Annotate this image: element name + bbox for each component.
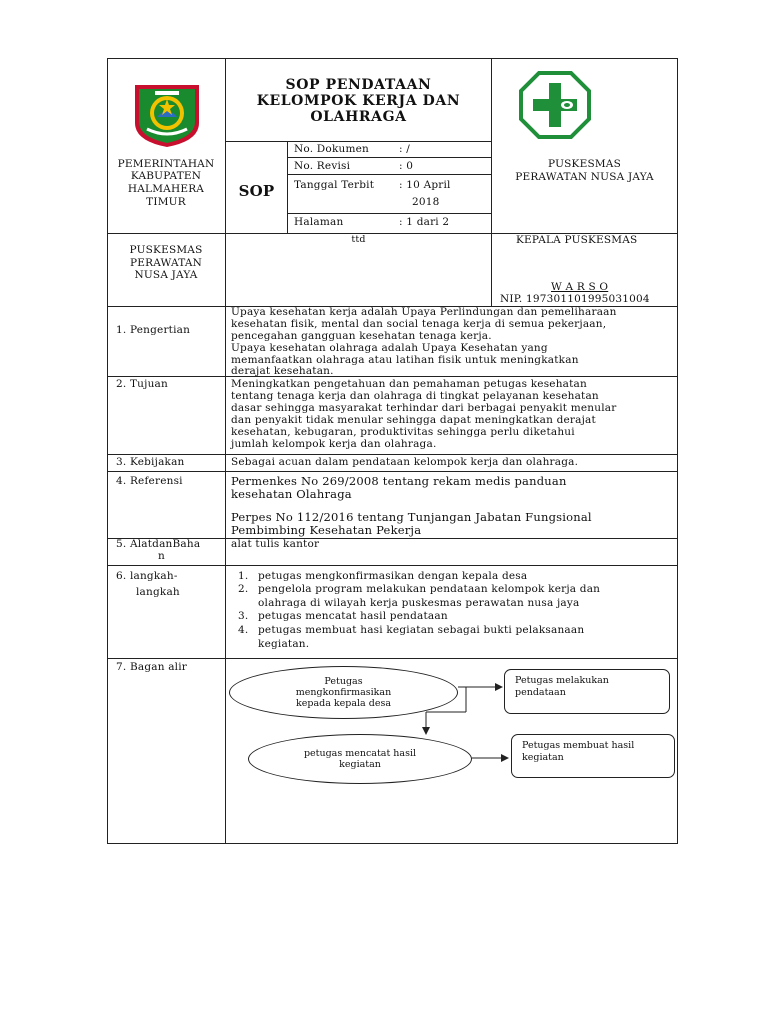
meta-value-tanggal-terbit-year: 2018 bbox=[412, 196, 440, 208]
pengertian-line: Upaya kesehatan kerja adalah Upaya Perlindungan dan pemeliharaan bbox=[231, 306, 617, 318]
org-right-line: PUSKESMAS bbox=[548, 158, 621, 170]
signature-left-line: PUSKESMAS bbox=[129, 244, 203, 256]
langkah-item-text: kegiatan. bbox=[258, 638, 310, 650]
section-label-bagan: 7. Bagan alir bbox=[116, 661, 188, 673]
sop-label: SOP bbox=[238, 182, 275, 200]
langkah-item-text: petugas membuat hasi kegiatan sebagai bukti pelaksanaan bbox=[258, 624, 585, 636]
signature-left-line: NUSA JAYA bbox=[134, 269, 198, 281]
flow-node-mencatat: petugas mencatat hasil kegiatan bbox=[248, 734, 472, 784]
signature-nip: NIP. 197301101995031004 bbox=[500, 293, 650, 305]
referensi-line: kesehatan Olahraga bbox=[231, 487, 352, 501]
section-label-tujuan: 2. Tujuan bbox=[116, 378, 168, 390]
halmahera-timur-emblem bbox=[133, 83, 201, 149]
divider bbox=[107, 471, 678, 472]
pengertian-line: kesehatan fisik, mental dan social tenaga kerja di semua pekerjaan, bbox=[231, 318, 607, 330]
divider bbox=[107, 658, 678, 659]
signature-left-line: PERAWATAN bbox=[129, 257, 203, 269]
tujuan-line: dan penyakit tidak menular sehingga dapat meningkatkan derajat bbox=[231, 414, 596, 426]
kebijakan-text: Sebagai acuan dalam pendataan kelompok kerja dan olahraga. bbox=[231, 456, 579, 468]
referensi-line: Perpes No 112/2016 tentang Tunjangan Jabatan Fungsional bbox=[231, 510, 592, 524]
section-label-pengertian: 1. Pengertian bbox=[116, 324, 191, 336]
section-label-kebijakan: 3. Kebijakan bbox=[116, 456, 185, 468]
pengertian-line: derajat kesehatan. bbox=[231, 365, 334, 377]
divider bbox=[107, 376, 678, 377]
alat-text: alat tulis kantor bbox=[231, 538, 320, 550]
langkah-item-number: 4. bbox=[238, 624, 249, 636]
referensi-line: Permenkes No 269/2008 tentang rekam medis panduan bbox=[231, 474, 567, 488]
flow-node-pendataan: Petugas melakukan pendataan bbox=[504, 669, 670, 714]
divider bbox=[287, 174, 491, 175]
tujuan-line: jumlah kelompok kerja dan olahraga. bbox=[231, 438, 437, 450]
signature-role: KEPALA PUSKESMAS bbox=[516, 234, 638, 246]
divider bbox=[287, 157, 491, 158]
meta-label-no-dokumen: No. Dokumen bbox=[294, 143, 369, 155]
document-title-line: OLAHRAGA bbox=[310, 109, 407, 125]
divider bbox=[287, 141, 288, 233]
tujuan-line: Meningkatkan pengetahuan dan pemahaman petugas kesehatan bbox=[231, 378, 587, 390]
flow-node-membuat: Petugas membuat hasil kegiatan bbox=[511, 734, 675, 778]
section-label-langkah-cont: langkah bbox=[136, 586, 180, 598]
meta-value-no-revisi: : 0 bbox=[399, 160, 414, 172]
divider bbox=[107, 454, 678, 455]
divider bbox=[287, 213, 491, 214]
document-title-line: KELOMPOK KERJA DAN bbox=[256, 93, 461, 109]
org-right-line: PERAWATAN NUSA JAYA bbox=[515, 171, 654, 183]
tujuan-line: kesehatan, kebugaran, produktivitas sehingga perlu diketahui bbox=[231, 426, 575, 438]
langkah-item-text: petugas mencatat hasil pendataan bbox=[258, 610, 448, 622]
pengertian-line: memanfaatkan olahraga atau latihan fisik untuk meningkatkan bbox=[231, 354, 579, 366]
langkah-item-number: 3. bbox=[238, 610, 249, 622]
referensi-line: Pembimbing Kesehatan Pekerja bbox=[231, 523, 422, 537]
org-left-line: HALMAHERA bbox=[127, 183, 205, 195]
meta-value-no-dokumen: : / bbox=[399, 143, 411, 155]
flow-node-konfirmasi: Petugas mengkonfirmasikan kepada kepala desa bbox=[229, 666, 458, 719]
signature-ttd: ttd bbox=[351, 234, 366, 245]
divider bbox=[226, 141, 491, 142]
document-title-line: SOP PENDATAAN bbox=[285, 77, 432, 93]
meta-label-halaman: Halaman bbox=[294, 216, 344, 228]
signature-name: W A R S O bbox=[551, 281, 609, 293]
tujuan-line: tentang tenaga kerja dan olahraga di tingkat pelayanan kesehatan bbox=[231, 390, 599, 402]
pengertian-line: pencegahan gangguan kesehatan tenaga kerja. bbox=[231, 330, 492, 342]
tujuan-line: dasar sehingga masyarakat terhindar dari berbagai penyakit menular bbox=[231, 402, 617, 414]
section-label-alat-cont: n bbox=[158, 550, 165, 562]
section-label-langkah: 6. langkah- bbox=[116, 570, 178, 582]
langkah-item-text: pengelola program melakukan pendataan kelompok kerja dan bbox=[258, 583, 601, 595]
meta-label-tanggal-terbit: Tanggal Terbit bbox=[294, 179, 375, 191]
org-left-line: PEMERINTAHAN bbox=[117, 158, 215, 170]
langkah-item-text: olahraga di wilayah kerja puskesmas perawatan nusa jaya bbox=[258, 597, 580, 609]
langkah-item-number: 1. bbox=[238, 570, 249, 582]
pengertian-line: Upaya kesehatan olahraga adalah Upaya Kesehatan yang bbox=[231, 342, 548, 354]
section-label-referensi: 4. Referensi bbox=[116, 475, 183, 487]
langkah-item-text: petugas mengkonfirmasikan dengan kepala desa bbox=[258, 570, 528, 582]
puskesmas-logo bbox=[519, 71, 591, 139]
org-left-line: TIMUR bbox=[146, 196, 186, 208]
meta-value-tanggal-terbit: : 10 April bbox=[399, 179, 451, 191]
meta-label-no-revisi: No. Revisi bbox=[294, 160, 351, 172]
langkah-item-number: 2. bbox=[238, 583, 249, 595]
org-left-line: KABUPATEN bbox=[130, 170, 202, 182]
section-label-alat: 5. AlatdanBaha bbox=[116, 538, 201, 550]
divider bbox=[107, 565, 678, 566]
meta-value-halaman: : 1 dari 2 bbox=[399, 216, 450, 228]
